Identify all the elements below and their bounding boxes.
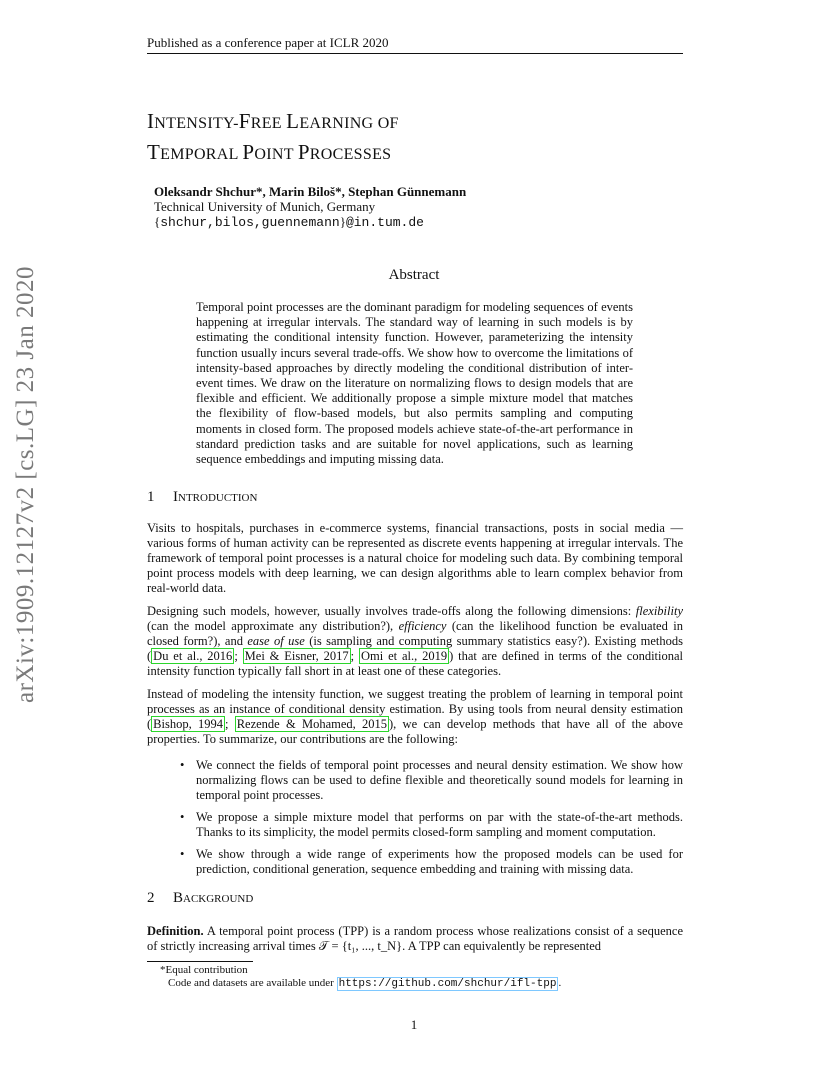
intro-paragraph-3: Instead of modeling the intensity function, we suggest treating the problem of learning in temporal point processes as an instance of conditional density estimation. By using tools from neural density estimation ( Bishop, 1994 ; Rezende & Mohamed, 2015 ), we can develop methods that have all of the above properties. To summarize, our contributions are the following: (147, 687, 683, 746)
footnote-code: Code and datasets are available under https://github.com/shchur/ifl-tpp . (168, 977, 562, 990)
abstract-heading: Abstract (388, 267, 440, 283)
author-list: Oleksandr Shchur*, Marin Biloš*, Stephan Günnemann (154, 184, 467, 199)
page-number: 1 (410, 1017, 418, 1032)
footnote-rule (147, 961, 253, 962)
author-email[interactable]: {shchur,bilos,guennemann}@in.tum.de (154, 214, 424, 230)
footnote-equal-contribution: *Equal contribution (160, 964, 248, 976)
intro-paragraph-1: Visits to hospitals, purchases in e-commerce systems, financial transactions, posts in social media — various forms of human activity can be represented as discrete events happening at irregular intervals. The framework of temporal point processes is a natural choice for modeling such data. By combining temporal point process models with deep learning, we can design algorithms able to learn complex behavior from real-world data. (147, 521, 683, 595)
code-url-link[interactable]: https://github.com/shchur/ifl-tpp (338, 978, 557, 990)
citation-rezende-2015[interactable]: Rezende & Mohamed, 2015 (236, 717, 388, 731)
definition-paragraph: Definition. A temporal point process (TPP) is a random process whose realizations consist of a sequence of strictly increasing arrival times 𝒯 = {t₁, ..., t_N}. A TPP can equivalently be represented (147, 924, 683, 953)
abstract-body: Temporal point processes are the dominant paradigm for modeling sequences of events happening at irregular intervals. The standard way of learning in such models is by estimating the conditional intensity function. However, parameterizing the intensity function usually incurs several trade-offs. We show how to overcome the limitations of intensity-based approaches by directly modeling the conditional distribution of inter-event times. We draw on the literature on normalizing flows to design models that are flexible and efficient. We additionally propose a simple mixture model that matches the flexibility of flow-based models, but also permits sampling and computing moments in closed form. The proposed models achieve state-of-the-art performance in standard prediction tasks and are suitable for novel applications, such as learning sequence embeddings and imputing missing data. (196, 300, 633, 467)
affiliation: Technical University of Munich, Germany (154, 199, 376, 214)
intro-paragraph-2: Designing such models, however, usually involves trade-offs along the following dimensions: flexibility (can the model approximate any distribution?), efficiency (can the likelihood function be evaluated in closed form?), and ease of use (is sampling and computing summary statistics easy?). Existing methods ( Du et al., 2016 ; Mei & Eisner, 2017 ; Omi et al., 2019 ) that are defined in terms of the conditional intensity function typically fall short in at least one of these categories. (147, 604, 684, 678)
list-item: • We show through a wide range of experiments how the proposed models can be used for prediction, conditional generation, sequence embedding and training with missing data. (180, 847, 683, 876)
section-heading-background: 2 Background (147, 890, 254, 906)
section-heading-introduction: 1 Introduction (147, 489, 258, 505)
citation-du-2016[interactable]: Du et al., 2016 (153, 649, 233, 663)
list-item: • We connect the fields of temporal point processes and neural density estimation. We show how normalizing flows can be used to define flexible and theoretically sound models for learning in temporal point processes. (180, 758, 683, 802)
list-item: • We propose a simple mixture model that performs on par with the state-of-the-art methods. Thanks to its simplicity, the model permits closed-form sampling and moment computation. (180, 810, 683, 839)
paper-title (147, 107, 399, 169)
title-line-2: TEMPORAL POINT PROCESSES (147, 140, 392, 164)
citation-mei-2017[interactable]: Mei & Eisner, 2017 (244, 649, 349, 663)
citation-omi-2019[interactable]: Omi et al., 2019 (361, 649, 448, 663)
citation-bishop-1994[interactable]: Bishop, 1994 (153, 717, 223, 731)
title-line-1: INTENSITY-FREE LEARNING OF (147, 109, 399, 133)
contributions-list (180, 758, 683, 884)
arxiv-stamp: arXiv:1909.12127v2 [cs.LG] 23 Jan 2020 (12, 266, 39, 704)
running-header: Published as a conference paper at ICLR 2020 (147, 35, 389, 50)
header-rule (147, 53, 683, 54)
